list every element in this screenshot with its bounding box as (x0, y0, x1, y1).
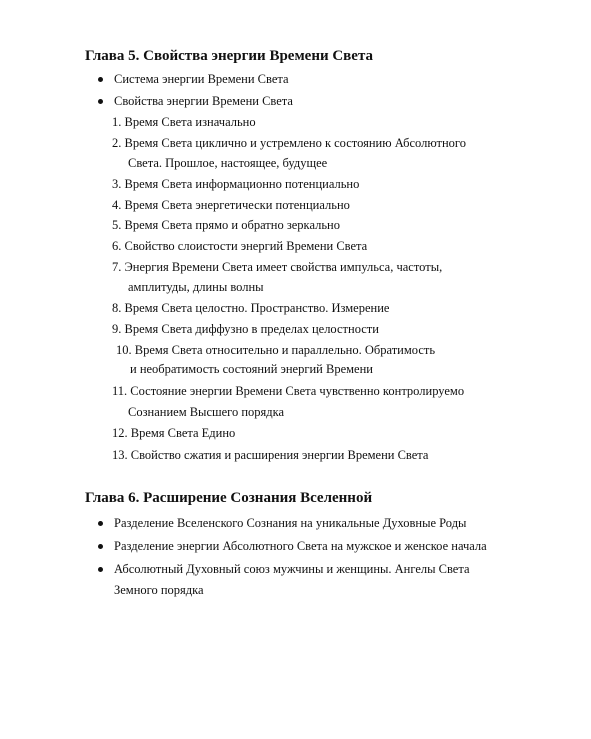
bullet-icon (98, 567, 103, 572)
ch5-bullet-2: Свойства энергии Времени Света (114, 94, 293, 108)
ch6-bullet-1: Разделение Вселенского Сознания на уникальные Духовные Роды (114, 516, 467, 530)
ch5-item-1: 1. Время Света изначально (112, 115, 256, 129)
ch5-item-2-line-2: Света. Прошлое, настоящее, будущее (128, 156, 328, 170)
bullet-icon (98, 77, 103, 82)
ch5-item-13: 13. Свойство сжатия и расширения энергии Времени Света (112, 448, 429, 462)
ch5-item-3: 3. Время Света информационно потенциально (112, 177, 360, 191)
bullet-icon (98, 521, 103, 526)
ch5-item-8: 8. Время Света целостно. Пространство. Измерение (112, 301, 390, 315)
ch5-item-2-line-1: 2. Время Света циклично и устремлено к состоянию Абсолютного (112, 136, 466, 150)
ch5-item-7-line-1: 7. Энергия Времени Света имеет свойства импульса, частоты, (112, 260, 443, 274)
ch5-item-6: 6. Свойство слоистости энергий Времени Света (112, 239, 368, 253)
chapter-6-title: Глава 6. Расширение Сознания Вселенной (85, 490, 373, 506)
ch5-item-5: 5. Время Света прямо и обратно зеркально (112, 218, 340, 232)
ch6-bullet-3-line-2: Земного порядка (114, 583, 204, 597)
ch6-bullet-2: Разделение энергии Абсолютного Света на мужское и женское начала (114, 539, 487, 553)
ch5-item-10-line-1: 10. Время Света относительно и параллельно. Обратимость (116, 343, 436, 357)
bullet-icon (98, 99, 103, 104)
ch5-item-9: 9. Время Света диффузно в пределах целостности (112, 322, 379, 336)
chapter-5-title: Глава 5. Свойства энергии Времени Света (85, 48, 373, 64)
ch5-item-7-line-2: амплитуды, длины волны (128, 280, 264, 294)
ch5-item-10-line-2: и необратимость состояний энергий Времени (130, 362, 373, 376)
ch5-item-4: 4. Время Света энергетически потенциально (112, 198, 350, 212)
ch5-item-12: 12. Время Света Едино (112, 426, 236, 440)
ch5-item-11-line-2: Сознанием Высшего порядка (128, 405, 285, 419)
ch5-bullet-1: Система энергии Времени Света (114, 72, 289, 86)
ch5-item-11-line-1: 11. Состояние энергии Времени Света чувственно контролируемо (112, 384, 465, 398)
bullet-icon (98, 544, 103, 549)
ch6-bullet-3-line-1: Абсолютный Духовный союз мужчины и женщины. Ангелы Света (114, 562, 470, 576)
